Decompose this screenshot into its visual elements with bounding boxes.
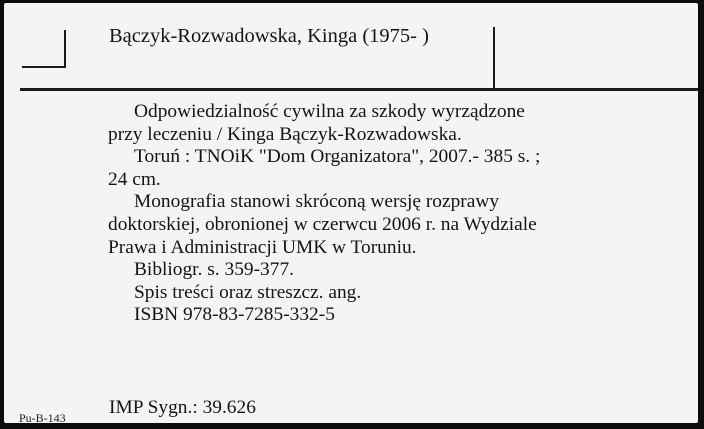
corner-mark-vertical xyxy=(64,30,66,68)
note-line-2: doktorskiej, obronionej w czerwcu 2006 r. na Wydziale xyxy=(108,213,537,235)
stamp-code: Pu-B-143 xyxy=(19,411,66,423)
imprint-line-2: 24 cm. xyxy=(108,168,161,190)
isbn: ISBN 978-83-7285-332-5 xyxy=(134,304,335,326)
title-line-2: przy leczeniu / Kinga Bączyk-Rozwadowska. xyxy=(108,123,462,145)
bibliographic-description xyxy=(108,101,688,327)
imprint-line-1: Toruń : TNOiK "Dom Organizatora", 2007.- 385 s. ; xyxy=(134,146,541,168)
bibliography-note: Bibliogr. s. 359-377. xyxy=(134,259,294,281)
author-heading: Bączyk-Rozwadowska, Kinga (1975- ) xyxy=(109,25,429,47)
corner-mark-horizontal xyxy=(22,66,66,68)
main-rule xyxy=(20,88,698,91)
note-line-1: Monografia stanowi skróconą wersję rozprawy xyxy=(134,191,500,213)
contents-note: Spis treści oraz streszcz. ang. xyxy=(134,281,362,303)
note-line-3: Prawa i Administracji UMK w Toruniu. xyxy=(108,236,417,258)
title-line-1: Odpowiedzialność cywilna za szkody wyrządzone xyxy=(134,101,525,122)
heading-divider xyxy=(493,27,495,91)
catalog-card xyxy=(4,3,698,423)
call-number: IMP Sygn.: 39.626 xyxy=(109,397,256,418)
